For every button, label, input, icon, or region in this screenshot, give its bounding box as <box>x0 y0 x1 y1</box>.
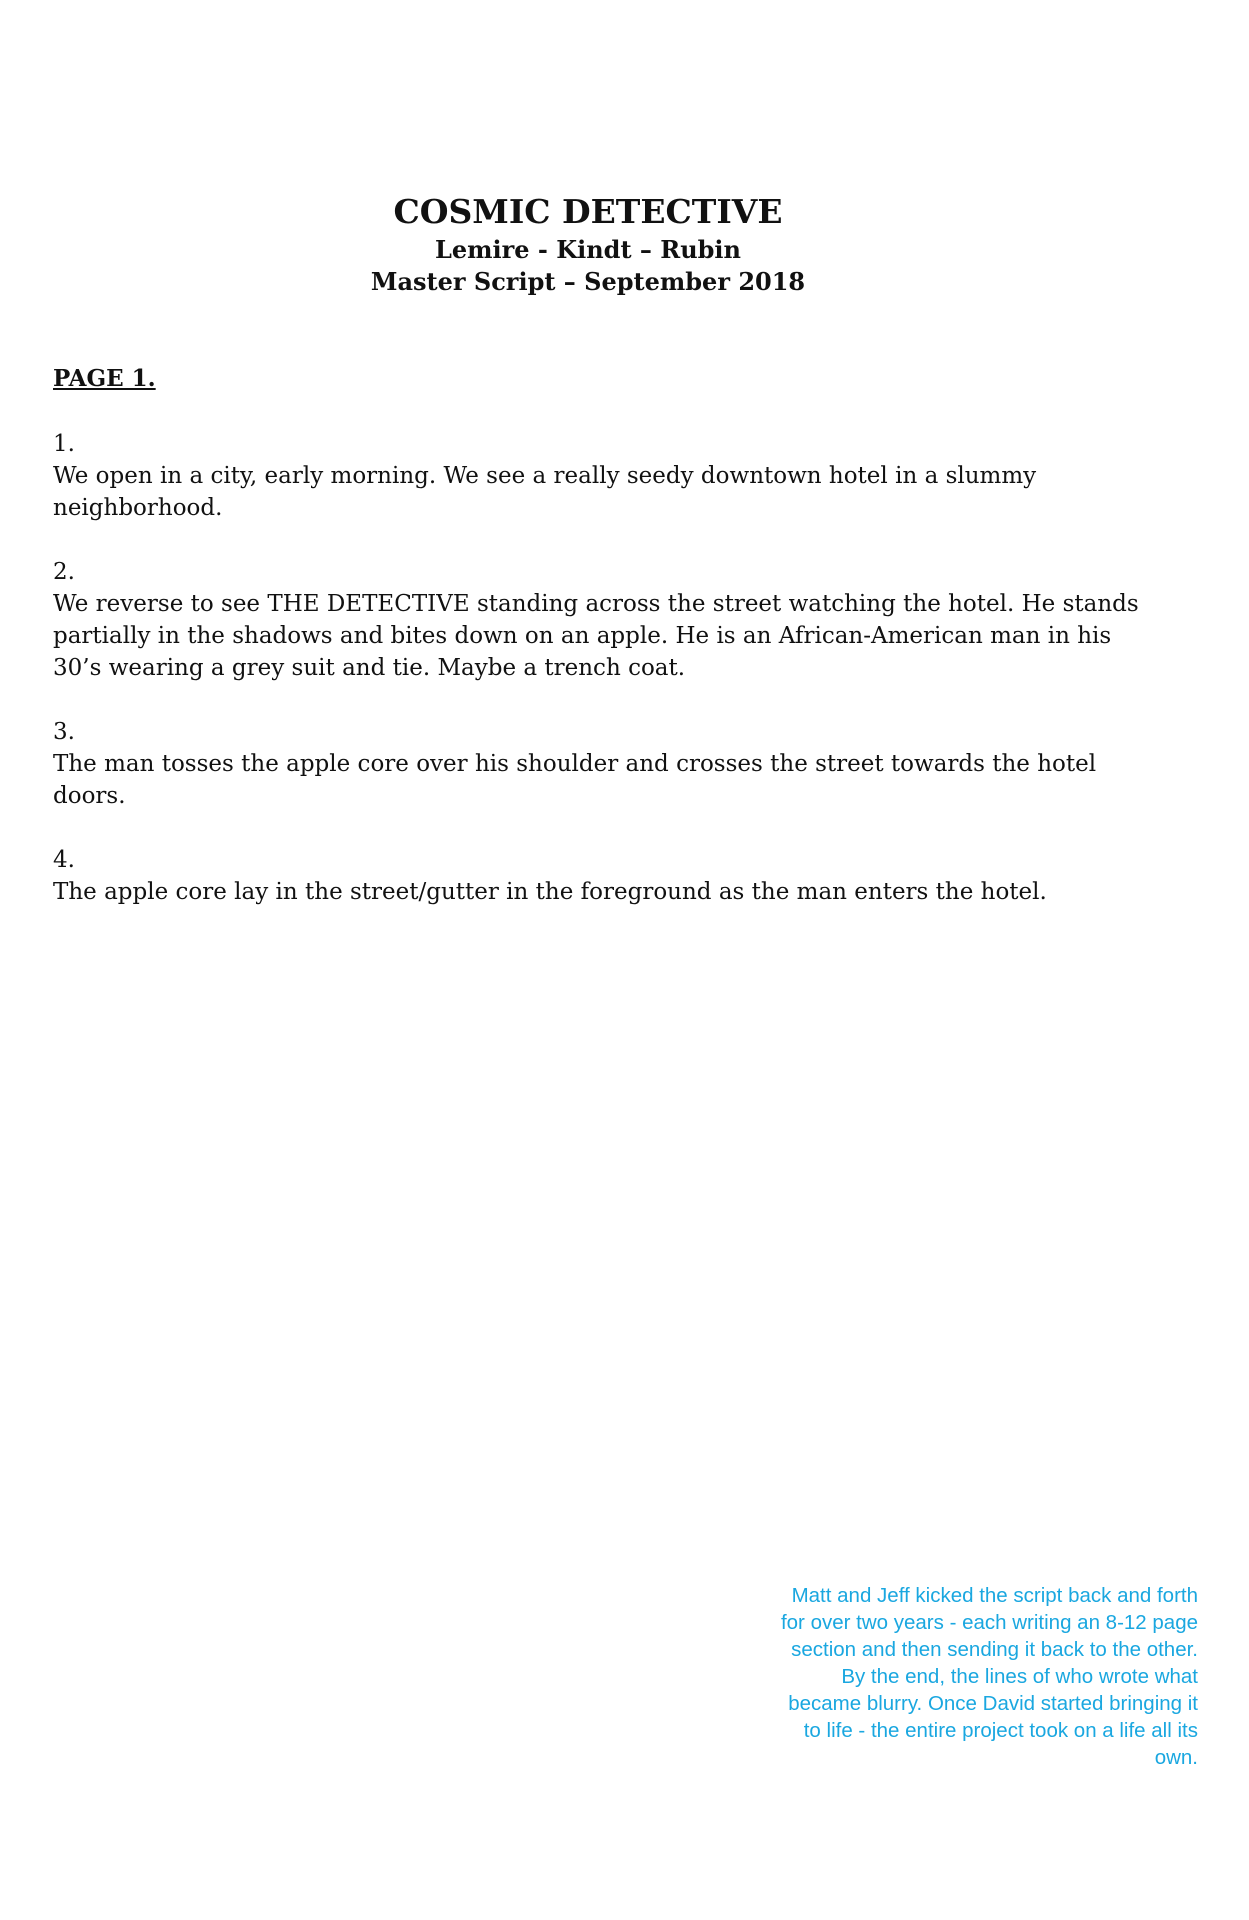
panel-number: 4. <box>53 847 75 873</box>
panel-1 <box>53 428 1163 524</box>
panel-number: 2. <box>53 559 75 585</box>
panel-description: The apple core lay in the street/gutter in the foreground as the man enters the hotel. <box>53 879 1047 905</box>
panel-3 <box>53 716 1163 812</box>
script-authors: Lemire - Kindt – Rubin <box>435 235 741 264</box>
script-title: COSMIC DETECTIVE <box>393 192 783 231</box>
panel-4 <box>53 844 1163 908</box>
script-info: Master Script – September 2018 <box>370 267 806 296</box>
panel-list <box>53 428 1163 940</box>
annotation-note: Matt and Jeff kicked the script back and forth for over two years - each writing an 8-12 page section and then sending it back to the other. By the end, the lines of who wrote what became blurry. Once David started bringing it to life - the entire project took on a life all its own. <box>780 1584 1198 1769</box>
panel-number: 3. <box>53 719 75 745</box>
panel-description: The man tosses the apple core over his shoulder and crosses the street towards the hotel doors. <box>53 751 1097 809</box>
panel-number: 1. <box>53 431 75 457</box>
panel-description: We reverse to see THE DETECTIVE standing across the street watching the hotel. He stands partially in the shadows and bites down on an apple. He is an African-American man in his 30’s wearing a grey suit and tie. Maybe a trench coat. <box>53 591 1139 681</box>
panel-description: We open in a city, early morning. We see a really seedy downtown hotel in a slummy neighborhood. <box>53 463 1037 521</box>
page-heading: PAGE 1. <box>53 365 156 392</box>
panel-2 <box>53 556 1163 684</box>
document-header <box>0 190 1176 298</box>
